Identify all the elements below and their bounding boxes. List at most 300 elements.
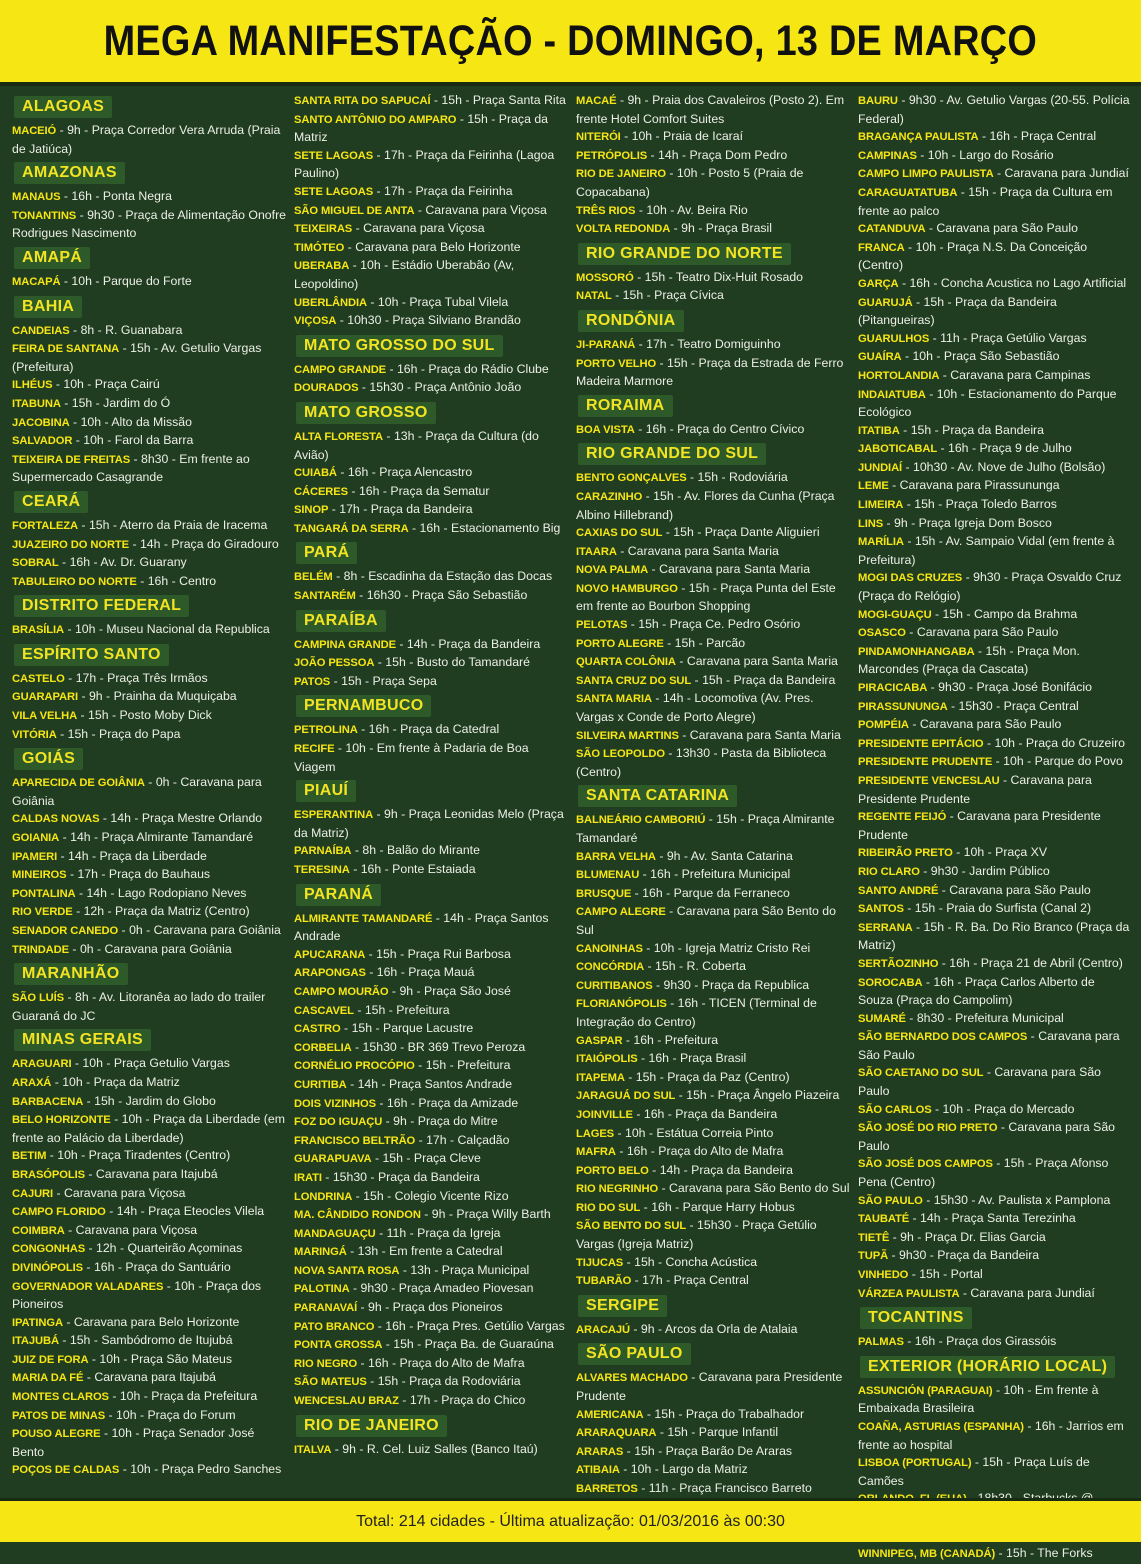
city-entry bbox=[858, 294, 1132, 330]
state-heading: RIO GRANDE DO NORTE bbox=[578, 243, 791, 265]
column-3 bbox=[576, 92, 850, 1494]
event-details: - Caravana para Campinas bbox=[939, 367, 1091, 382]
city-entry bbox=[12, 1203, 286, 1222]
event-details: - 15h - Praça do Papa bbox=[56, 726, 181, 741]
city-name: JI-PARANÁ bbox=[576, 338, 636, 351]
city-name: UBERLÂNDIA bbox=[294, 296, 367, 309]
city-name: TIMÓTEO bbox=[294, 241, 345, 254]
city-entry bbox=[294, 1057, 568, 1076]
city-entry bbox=[12, 774, 286, 810]
city-entry bbox=[12, 1074, 286, 1093]
event-details: - 9h30 - Praça Osvaldo Cruz (Praça do Relógio) bbox=[858, 570, 1122, 604]
event-details: - 16h - Praça Central bbox=[978, 129, 1097, 144]
city-entry bbox=[576, 811, 850, 847]
event-details: - 9h30 - Praça da Republica bbox=[652, 977, 810, 992]
city-entry bbox=[294, 1132, 568, 1151]
city-entry bbox=[576, 866, 850, 885]
event-details: - Caravana para São Paulo bbox=[858, 1029, 1120, 1062]
state-heading: PARANÁ bbox=[296, 884, 381, 906]
city-name: CASTRO bbox=[294, 1023, 341, 1036]
state-heading: RONDÔNIA bbox=[578, 310, 684, 332]
event-details: - 15h - Concha Acústica bbox=[623, 1254, 758, 1269]
event-details: - Caravana para Pirassununga bbox=[888, 478, 1060, 493]
city-name: SÃO JOSÉ DO RIO PRETO bbox=[858, 1122, 998, 1135]
event-details: - 16h - Praça Alencastro bbox=[336, 465, 473, 480]
event-details: - 17h - Praça Central bbox=[631, 1273, 749, 1288]
event-details: - 15h - Praça da Bandeira bbox=[899, 422, 1044, 437]
state-heading: ALAGOAS bbox=[14, 96, 112, 118]
event-details: - 14h - Praça Mestre Orlando bbox=[99, 811, 263, 826]
event-details: - 15h - R. Coberta bbox=[644, 959, 746, 974]
city-name: SÃO BENTO DO SUL bbox=[576, 1220, 687, 1233]
city-entry bbox=[576, 1369, 850, 1405]
city-entry bbox=[576, 672, 850, 691]
city-entry bbox=[294, 1188, 568, 1207]
event-details: - 10h - Praça Pedro Sanches bbox=[119, 1462, 282, 1477]
city-entry bbox=[576, 616, 850, 635]
city-entry bbox=[294, 483, 568, 502]
event-details: - 15h - Praça Cívica bbox=[611, 288, 724, 303]
event-details: - 10h - Praça São Mateus bbox=[88, 1351, 233, 1366]
city-name: RIO DE JANEIRO bbox=[576, 168, 666, 181]
city-entry bbox=[576, 543, 850, 562]
city-name: PARNAÍBA bbox=[294, 845, 352, 858]
event-details: - 10h - Igreja Matriz Cristo Rei bbox=[642, 940, 811, 955]
event-details: - Caravana para São Bento do Sul bbox=[576, 904, 836, 937]
city-name: JOÃO PESSOA bbox=[294, 657, 375, 670]
state-heading: RORAIMA bbox=[578, 395, 673, 417]
event-details: - 15h - Praça Rui Barbosa bbox=[365, 946, 511, 961]
event-details: - 15h - Praça Almirante Tamandaré bbox=[576, 812, 835, 845]
city-entry bbox=[858, 900, 1132, 919]
city-name: JUIZ DE FORA bbox=[12, 1353, 89, 1366]
city-entry bbox=[294, 842, 568, 861]
city-entry bbox=[294, 740, 568, 776]
city-entry bbox=[12, 903, 286, 922]
city-name: SANTO ANDRÉ bbox=[858, 884, 939, 897]
event-details: - 10h - Estádio Uberabão (Av, Leopoldino) bbox=[294, 258, 515, 291]
city-entry bbox=[576, 653, 850, 672]
event-details: - 15h - Praça da Rodoviária bbox=[366, 1374, 521, 1389]
city-name: ARARAQUARA bbox=[576, 1427, 657, 1440]
state-heading: RIO DE JANEIRO bbox=[296, 1415, 447, 1437]
city-entry bbox=[12, 395, 286, 414]
city-entry bbox=[294, 294, 568, 313]
event-details: - Caravana para Viçosa bbox=[53, 1185, 186, 1200]
event-details: - 11h - Praça da Igreja bbox=[375, 1225, 501, 1240]
city-name: GUARAPUAVA bbox=[294, 1153, 372, 1166]
city-entry bbox=[12, 866, 286, 885]
city-name: MA. CÂNDIDO RONDON bbox=[294, 1209, 421, 1222]
event-details: - 11h - Praça Francisco Barreto bbox=[637, 1481, 812, 1495]
city-name: MARINGÁ bbox=[294, 1246, 347, 1259]
city-name: RIO NEGRINHO bbox=[576, 1183, 659, 1196]
event-details: - 16h - Praça do Centro Cívico bbox=[634, 421, 805, 436]
city-name: CASCAVEL bbox=[294, 1004, 354, 1017]
event-details: - 16h30 - Praça São Sebastião bbox=[355, 588, 528, 603]
city-entry bbox=[294, 1299, 568, 1318]
event-details: - 16h - Ponta Negra bbox=[60, 189, 172, 204]
event-details: - 15h - Praça Barão De Araras bbox=[623, 1443, 793, 1458]
city-name: GARÇA bbox=[858, 277, 899, 290]
state-heading: DISTRITO FEDERAL bbox=[14, 595, 189, 617]
city-entry bbox=[294, 147, 568, 183]
city-entry bbox=[12, 122, 286, 158]
event-details: - Caravana para São Paulo bbox=[858, 1065, 1101, 1099]
city-entry bbox=[858, 1266, 1132, 1285]
state-heading: CEARÁ bbox=[14, 491, 88, 513]
city-entry bbox=[858, 753, 1132, 772]
city-name: ARACAJÚ bbox=[576, 1323, 630, 1336]
city-name: SINOP bbox=[294, 504, 329, 517]
state-heading: SANTA CATARINA bbox=[578, 785, 737, 807]
city-entry bbox=[858, 496, 1132, 515]
city-entry bbox=[858, 1210, 1132, 1229]
event-details: - Caravana para Presidente Prudente bbox=[576, 1370, 843, 1404]
event-details: - 13h - Em frente a Catedral bbox=[346, 1244, 503, 1259]
city-entry bbox=[576, 1480, 850, 1499]
city-name: QUARTA COLÔNIA bbox=[576, 656, 676, 669]
event-details: - 13h - Praça da Cultura (do Avião) bbox=[294, 428, 539, 462]
city-entry bbox=[858, 440, 1132, 459]
event-details: - 10h - Posto 5 (Praia de Copacabana) bbox=[576, 166, 804, 199]
city-name: GOIANIA bbox=[12, 832, 60, 845]
city-entry bbox=[294, 1095, 568, 1114]
city-name: CORBELIA bbox=[294, 1041, 352, 1054]
city-name: PONTALINA bbox=[12, 887, 76, 900]
event-details: - 16h - Praça do Alto de Mafra bbox=[357, 1355, 525, 1370]
event-details: - 16h - Praça da Sematur bbox=[348, 483, 490, 498]
city-entry bbox=[858, 1333, 1132, 1352]
city-entry bbox=[858, 1545, 1132, 1564]
city-name: RECIFE bbox=[294, 743, 335, 756]
city-entry bbox=[858, 422, 1132, 441]
city-entry bbox=[576, 958, 850, 977]
city-name: ITAPEMA bbox=[576, 1071, 625, 1084]
city-entry bbox=[576, 1254, 850, 1273]
city-entry bbox=[858, 1229, 1132, 1248]
event-details: - Caravana para Itajubá bbox=[84, 1166, 218, 1181]
event-details: - 10h - Estátua Correia Pinto bbox=[614, 1125, 774, 1140]
state-heading: TOCANTINS bbox=[860, 1307, 972, 1329]
city-name: LONDRINA bbox=[294, 1190, 353, 1203]
event-details: - 9h30 - Praça da Bandeira bbox=[888, 1248, 1040, 1263]
city-entry bbox=[858, 1382, 1132, 1418]
city-name: CONGONHAS bbox=[12, 1243, 86, 1256]
state-heading: RIO GRANDE DO SUL bbox=[578, 443, 766, 465]
event-details: - 15h - Posto Moby Dick bbox=[77, 708, 212, 723]
city-entry bbox=[576, 524, 850, 543]
event-details: - 16h - Praça do Rádio Clube bbox=[386, 361, 549, 376]
event-details: - 10h30 - Av. Nove de Julho (Bolsão) bbox=[902, 459, 1106, 474]
event-details: - 9h - Praça Willy Barth bbox=[420, 1207, 551, 1222]
city-name: LIMEIRA bbox=[858, 499, 904, 512]
city-name: SERRANA bbox=[858, 921, 913, 934]
city-name: GUARULHOS bbox=[858, 332, 930, 345]
city-name: PATO BRANCO bbox=[294, 1320, 375, 1333]
event-details: - Caravana para São Bento do Sul bbox=[658, 1181, 850, 1196]
event-details: - 16h - Parque da Ferraneco bbox=[631, 885, 790, 900]
footer-text: Total: 214 cidades - Última atualização: 01/03/2016 às 00:30 bbox=[356, 1512, 785, 1530]
city-name: ARARAS bbox=[576, 1445, 624, 1458]
city-name: TAUBATÉ bbox=[858, 1213, 910, 1226]
city-entry bbox=[858, 165, 1132, 184]
city-name: BELO HORIZONTE bbox=[12, 1114, 111, 1127]
event-details: - 15h30 - Praça Central bbox=[947, 698, 1079, 713]
event-details: - 10h - Largo da Matriz bbox=[619, 1462, 748, 1477]
city-name: PIRACICABA bbox=[858, 682, 928, 694]
city-name: RIBEIRÃO PRETO bbox=[858, 847, 953, 860]
event-details: - 15h - Praça Afonso Pena (Centro) bbox=[858, 1156, 1109, 1190]
city-entry bbox=[294, 568, 568, 587]
event-details: - 16h - Praça Brasil bbox=[637, 1051, 747, 1066]
city-name: VIÇOSA bbox=[294, 315, 337, 328]
event-details: - 8h - Escadinha da Estação das Docas bbox=[332, 569, 553, 584]
event-details: - 11h - Praça Getúlio Vargas bbox=[929, 330, 1087, 345]
event-details: - 16h - Praça do Alto de Mafra bbox=[615, 1144, 784, 1159]
state-heading: PARÁ bbox=[296, 542, 357, 564]
city-entry bbox=[294, 964, 568, 983]
footer-banner bbox=[0, 1498, 1141, 1542]
city-entry bbox=[576, 1272, 850, 1291]
city-entry bbox=[12, 885, 286, 904]
city-entry bbox=[576, 1143, 850, 1162]
state-heading: SERGIPE bbox=[578, 1295, 667, 1317]
city-name: APUCARANA bbox=[294, 948, 366, 961]
event-details: - 16h - Praça Carlos Alberto de Souza (Praça do Campolim) bbox=[858, 974, 1095, 1008]
state-heading: PERNAMBUCO bbox=[296, 695, 431, 717]
event-details: - 15h - Praça Ce. Pedro Osório bbox=[627, 617, 801, 632]
city-entry bbox=[12, 207, 286, 243]
city-entry bbox=[576, 561, 850, 580]
city-entry bbox=[12, 340, 286, 376]
city-entry bbox=[294, 1318, 568, 1337]
city-entry bbox=[858, 919, 1132, 955]
city-name: SÃO CAETANO DO SUL bbox=[858, 1067, 984, 1080]
city-name: SANTA MARIA bbox=[576, 693, 652, 706]
city-entry bbox=[12, 554, 286, 573]
event-details: - 10h - Praça Tiradentes (Centro) bbox=[46, 1148, 231, 1163]
city-entry bbox=[12, 1461, 286, 1480]
city-name: GUAÍRA bbox=[858, 351, 902, 364]
city-name: RIO CLARO bbox=[858, 865, 920, 878]
event-details: - Caravana para Jundiaí bbox=[959, 1285, 1095, 1300]
city-entry bbox=[294, 946, 568, 965]
city-name: BARRETOS bbox=[576, 1483, 638, 1495]
city-name: PATOS bbox=[294, 675, 331, 688]
city-name: FRANCISCO BELTRÃO bbox=[294, 1134, 416, 1147]
city-entry bbox=[12, 1388, 286, 1407]
city-entry bbox=[858, 275, 1132, 294]
city-entry bbox=[294, 1002, 568, 1021]
event-details: - 9h - Praia dos Cavaleiros (Posto 2). Em frente Hotel Comfort Suites bbox=[576, 93, 845, 126]
event-details: - 14h - Praça Santos Andrade bbox=[294, 910, 549, 944]
city-name: POÇOS DE CALDAS bbox=[12, 1464, 120, 1477]
city-entry bbox=[12, 1055, 286, 1074]
city-entry bbox=[294, 1243, 568, 1262]
event-details: - 10h - Av. Beira Rio bbox=[635, 202, 748, 217]
city-entry bbox=[858, 1119, 1132, 1155]
event-details: - 14h - Praça da Liberdade bbox=[57, 848, 207, 863]
event-details: - 8h30 - Prefeitura Municipal bbox=[905, 1010, 1064, 1025]
city-name: SANTA CRUZ DO SUL bbox=[576, 674, 692, 687]
city-entry bbox=[294, 654, 568, 673]
event-details: - 9h - Prainha da Muquiçaba bbox=[78, 689, 237, 704]
city-entry bbox=[12, 1332, 286, 1351]
event-details: - 15h - Praça Sepa bbox=[330, 673, 437, 688]
city-entry bbox=[858, 643, 1132, 679]
city-name: CARAGUATATUBA bbox=[858, 186, 958, 199]
event-details: - 15h - Prefeitura bbox=[353, 1002, 450, 1017]
event-details: - 10h - Praça do Cruzeiro bbox=[983, 735, 1126, 750]
event-details: - 10h - Museu Nacional da Republica bbox=[64, 622, 270, 637]
event-details: - Caravana para Jundiaí bbox=[993, 166, 1129, 181]
city-entry bbox=[858, 239, 1132, 275]
city-name: TUPÃ bbox=[858, 1250, 889, 1263]
event-details: - 15h - Praça da Matriz bbox=[294, 111, 548, 145]
event-details: - 0h - Caravana para Goiânia bbox=[118, 923, 281, 937]
city-entry bbox=[858, 955, 1132, 974]
city-name: REGENTE FEIJÓ bbox=[858, 811, 947, 824]
city-name: CATANDUVA bbox=[858, 223, 926, 236]
city-name: HORTOLANDIA bbox=[858, 369, 940, 382]
city-name: ARAXÁ bbox=[12, 1076, 52, 1089]
city-name: ALMIRANTE TAMANDARÉ bbox=[294, 912, 433, 925]
city-entry bbox=[858, 606, 1132, 625]
city-name: APARECIDA DE GOIÂNIA bbox=[12, 777, 145, 790]
city-name: MOGI-GUAÇU bbox=[858, 608, 932, 621]
city-name: GUARUJÁ bbox=[858, 296, 913, 309]
city-entry bbox=[576, 1424, 850, 1443]
city-entry bbox=[858, 844, 1132, 863]
city-name: TEIXEIRA DE FREITAS bbox=[12, 453, 131, 466]
city-name: PORTO BELO bbox=[576, 1164, 649, 1177]
city-name: LISBOA (PORTUGAL) bbox=[858, 1457, 972, 1470]
city-name: SUMARÉ bbox=[858, 1012, 906, 1025]
city-entry bbox=[12, 1111, 286, 1147]
event-details: - Caravana para São Paulo bbox=[905, 625, 1059, 640]
event-details: - 14h - Lago Rodopiano Neves bbox=[75, 885, 247, 900]
city-entry bbox=[576, 1406, 850, 1425]
city-name: NOVA SANTA ROSA bbox=[294, 1264, 400, 1277]
event-details: - Caravana para Belo Horizonte bbox=[63, 1314, 240, 1329]
city-entry bbox=[858, 1028, 1132, 1064]
city-name: WINNIPEG, MB (CANADÁ) bbox=[858, 1548, 996, 1561]
city-entry bbox=[12, 376, 286, 395]
event-details: - 15h - R. Ba. Do Rio Branco (Praça da Matriz) bbox=[858, 919, 1130, 953]
city-name: CURITIBA bbox=[294, 1078, 347, 1091]
city-name: LEME bbox=[858, 480, 889, 493]
city-entry bbox=[576, 92, 850, 128]
city-entry bbox=[12, 273, 286, 292]
city-name: IRATI bbox=[294, 1171, 322, 1184]
city-entry bbox=[294, 183, 568, 202]
city-name: ESPERANTINA bbox=[294, 809, 374, 822]
city-name: VOLTA REDONDA bbox=[576, 223, 671, 236]
city-entry bbox=[12, 1314, 286, 1333]
city-entry bbox=[858, 698, 1132, 717]
city-entry bbox=[12, 670, 286, 689]
city-entry bbox=[294, 910, 568, 946]
city-name: SÃO LUÍS bbox=[12, 992, 65, 1005]
city-name: MANDAGUAÇU bbox=[294, 1227, 376, 1240]
event-details: - 16h - Estacionamento Big bbox=[408, 520, 561, 535]
city-name: FEIRA DE SANTANA bbox=[12, 343, 120, 356]
city-name: JABOTICABAL bbox=[858, 443, 938, 456]
city-name: BRUSQUE bbox=[576, 887, 632, 900]
city-name: SANTA RITA DO SAPUCAÍ bbox=[294, 95, 431, 107]
event-details: - 15h - Praça Toledo Barros bbox=[903, 497, 1057, 512]
city-name: SÃO MATEUS bbox=[294, 1376, 367, 1389]
city-entry bbox=[576, 995, 850, 1031]
city-entry bbox=[858, 1418, 1132, 1454]
city-entry bbox=[12, 1425, 286, 1461]
city-entry bbox=[294, 1373, 568, 1392]
city-entry bbox=[576, 147, 850, 166]
event-details: - Caravana para Santa Maria bbox=[616, 543, 779, 558]
city-name: RIO NEGRO bbox=[294, 1357, 358, 1370]
city-entry bbox=[294, 202, 568, 221]
event-details: - 15h - Praça do Trabalhador bbox=[643, 1406, 805, 1421]
event-details: - 10h - Praça São Sebastião bbox=[901, 349, 1060, 364]
city-name: TIJUCAS bbox=[576, 1256, 624, 1269]
city-entry bbox=[12, 1278, 286, 1314]
event-details: - 15h30 - Praça Getúlio Vargas (Igreja Matriz) bbox=[576, 1218, 817, 1252]
city-name: SANTARÉM bbox=[294, 590, 356, 603]
city-entry bbox=[858, 882, 1132, 901]
city-entry bbox=[294, 520, 568, 539]
event-details: - 8h - Av. Litoranêa ao lado do trailer Guaraná do JC bbox=[12, 990, 266, 1023]
city-name: COIMBRA bbox=[12, 1224, 65, 1237]
city-name: BELÉM bbox=[294, 571, 333, 584]
city-name: ITATIBA bbox=[858, 424, 900, 437]
city-entry bbox=[576, 269, 850, 288]
city-entry bbox=[858, 220, 1132, 239]
city-entry bbox=[576, 1032, 850, 1051]
city-name: TIETÊ bbox=[858, 1231, 890, 1244]
event-details: - 16h - Ponte Estaiada bbox=[349, 862, 476, 876]
city-entry bbox=[294, 501, 568, 520]
event-details: - 10h - Praça da Matriz bbox=[51, 1074, 180, 1089]
city-entry bbox=[12, 1369, 286, 1388]
event-details: - 15h - Praça Luís de Camões bbox=[858, 1455, 1090, 1488]
event-details: - 10h - Praça Senador José Bento bbox=[12, 1426, 255, 1459]
city-name: ASSUNCIÓN (PARAGUAI) bbox=[858, 1384, 993, 1397]
event-details: - 17h - Praça Três Irmãos bbox=[64, 670, 208, 685]
city-name: MONTES CLAROS bbox=[12, 1391, 109, 1404]
city-entry bbox=[12, 941, 286, 960]
event-details: - 17h - Praça da Feirinha bbox=[373, 183, 513, 198]
city-name: POUSO ALEGRE bbox=[12, 1428, 101, 1441]
city-entry bbox=[858, 569, 1132, 605]
city-entry bbox=[12, 621, 286, 640]
event-details: - 10h - Praça do Forum bbox=[105, 1407, 236, 1422]
event-details: - 9h - R. Cel. Luiz Salles (Banco Itaú) bbox=[331, 1441, 538, 1456]
city-name: BOA VISTA bbox=[576, 423, 635, 436]
city-entry bbox=[576, 355, 850, 391]
city-entry bbox=[858, 1101, 1132, 1120]
city-name: ATIBAIA bbox=[576, 1464, 620, 1477]
city-entry bbox=[576, 1217, 850, 1253]
city-name: SENADOR CANEDO bbox=[12, 925, 119, 937]
city-entry bbox=[858, 92, 1132, 128]
city-entry bbox=[858, 1155, 1132, 1191]
city-entry bbox=[12, 1166, 286, 1185]
event-details: - 16h - Jarrios em frente ao hospital bbox=[858, 1418, 1124, 1452]
event-details: - 8h30 - Em frente ao Supermercado Casagrande bbox=[12, 451, 250, 485]
event-details: - 17h - Teatro Domiguinho bbox=[635, 336, 781, 351]
city-name: SÃO BERNARDO DOS CAMPOS bbox=[858, 1031, 1028, 1044]
